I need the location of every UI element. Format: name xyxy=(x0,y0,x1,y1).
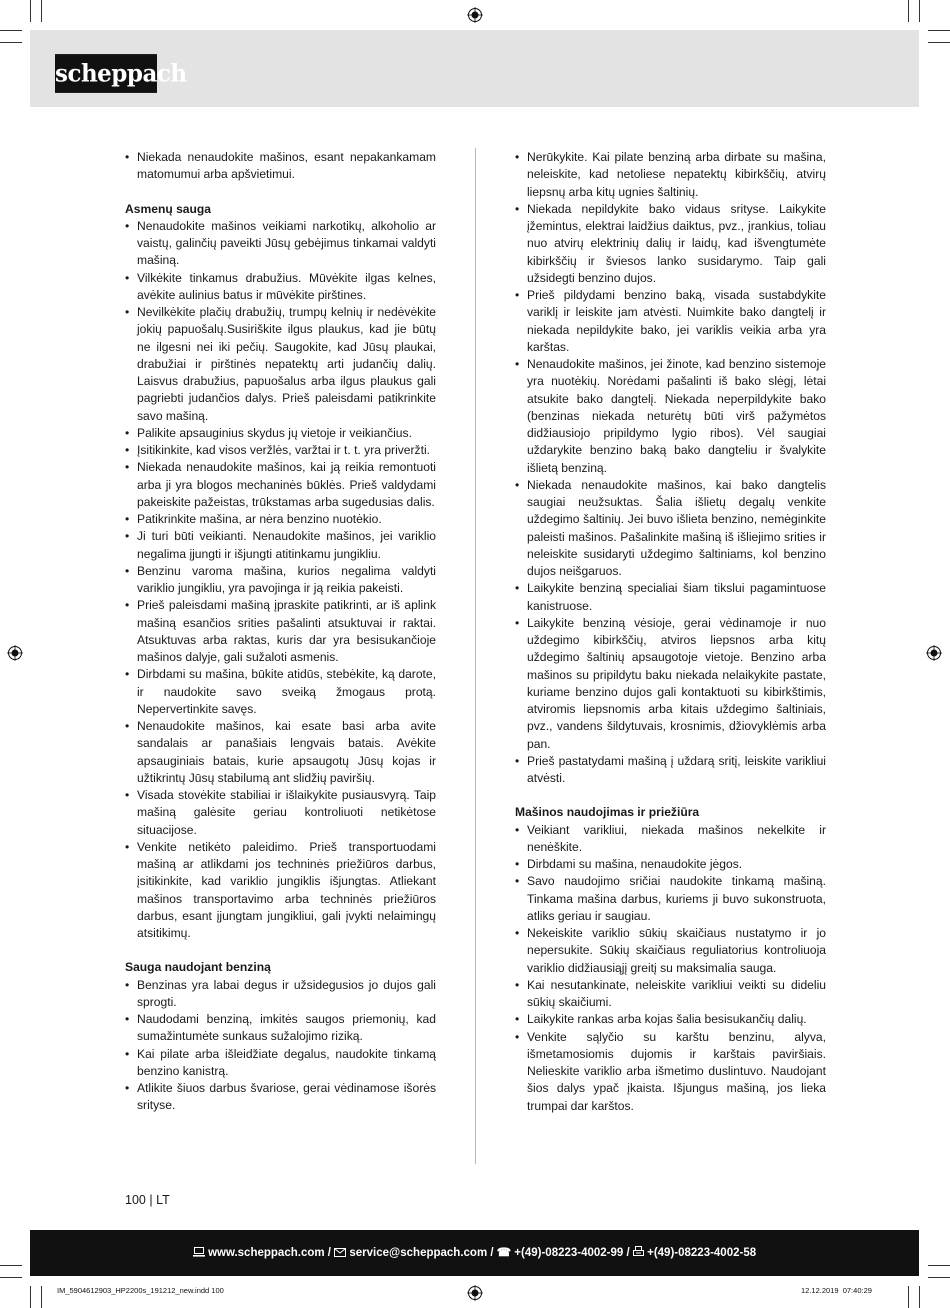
crop-mark xyxy=(928,30,950,31)
envelope-icon xyxy=(334,1248,346,1257)
list-item: • Nerūkykite. Kai pilate benziną arba dirbate su mašina, neleiskite, kad netoliese nepatektų kibirkščių, atvirų liepsnų arba kitų ugnies šaltinių. xyxy=(515,150,826,199)
list-item: • Dirbdami su mašina, būkite atidūs, stebėkite, ką darote, ir naudokite savo sveiką žmogaus protą. Nepervertinkite savęs. xyxy=(125,667,436,716)
column-divider xyxy=(475,148,476,1164)
crop-mark xyxy=(30,0,31,22)
list-item: • Laikykite benziną specialiai šiam tikslui pagamintuose kanistruose. xyxy=(515,581,826,613)
list-item: • Savo naudojimo sričiai naudokite tinkamą mašiną. Tinkama mašina darbus, kuriems ji buvo sukonstruota, atliks geriau ir saugiau. xyxy=(515,874,826,923)
list-item: • Niekada nenaudokite mašinos, kai ją reikia remontuoti arba ji yra blogos mechaninės būklės. Prieš valdydami pakeiskite pažeistas, trūkstamas arba sugedusias dalis. xyxy=(125,460,436,509)
footer-contact-bar: www.scheppach.com / service@scheppach.com / ☎ +(49)-08223-4002-99 / +(49)-08223-4002-58 xyxy=(30,1230,919,1276)
list-item: • Palikite apsauginius skydus jų vietoje ir veikiančius. xyxy=(125,425,412,440)
list-item: • Visada stovėkite stabiliai ir išlaikykite pusiausvyrą. Taip mašiną galėsite geriau kontroliuoti netikėtose situacijose. xyxy=(125,788,436,837)
fax-icon xyxy=(633,1246,644,1257)
crop-mark xyxy=(0,1265,22,1266)
list-item: • Prieš pildydami benzino baką, visada sustabdykite variklį ir leiskite jam atvėsti. Nuimkite bako dangtelį ir niekada nepildykite bako, jei variklis veikia arba yra karštas. xyxy=(515,288,826,354)
page-number: 100 | LT xyxy=(125,1193,170,1207)
registration-mark-icon xyxy=(467,7,483,23)
registration-mark-icon xyxy=(467,1285,483,1301)
crop-mark xyxy=(30,1286,31,1308)
list-item: • Patikrinkite mašina, ar nėra benzino nuotėkio. xyxy=(125,512,382,526)
list-item: • Dirbdami su mašina, nenaudokite jėgos. xyxy=(515,857,743,871)
list-item: • Kai pilate arba išleidžiate degalus, naudokite tinkamą benzino kanistrą. xyxy=(125,1046,436,1078)
list-item: • Laikykite benziną vėsioje, gerai vėdinamoje ir nuo uždegimo kibirkščių, atviros liepsnos arba kitų uždegimo šaltinių apsaugotoje vietoje. Benzino arba mašinos su pripildytu baku niekada nelaikykite pastate, kuriame benzino dujos gali kontaktuoti su kibirkštimis, atviromis liepsnomis arba kitais uždegimo šaltiniais, pvz., vandens šildytuvais, krosnimis, džiovyklėmis arba pan. xyxy=(515,615,826,751)
computer-icon xyxy=(193,1247,205,1257)
list-item: • Niekada nepildykite bako vidaus srityse. Laikykite įžemintus, elektrai laidžius daiktus, pvz., įrankius, toliau nuo atvirų elektrinių dalių ir laidų, kad išvengtumėte kibirkščių ir šviesos lanko susidarymo. Taip gali užsidegti benzino dujos. xyxy=(515,201,826,285)
crop-mark xyxy=(919,1286,920,1308)
section-heading: Asmenų sauga xyxy=(125,201,212,216)
crop-mark xyxy=(0,1277,22,1278)
list-item: • Kai nesutankinate, neleiskite varikliui veikti su dideliu sūkių skaičiumi. xyxy=(515,977,826,1009)
list-item: • Laikykite rankas arba kojas šalia besisukančių dalių. xyxy=(515,1012,807,1027)
list-item: • Niekada nenaudokite mašinos, kai bako dangtelis saugiai neužsuktas. Šalia išlietų degalų venkite uždegimo šaltinių. Jei buvo išlieta benzino, nemėginkite paleisti mašinos. Pašalinkite mašiną iš išliejimo srities ir neleiskite susidaryti uždegimo šaltiniams, kol benzino dujos neišgaruos. xyxy=(515,477,826,578)
left-column xyxy=(125,149,436,1115)
list-item: • Benzinas yra labai degus ir užsidegusios jo dujos gali sprogti. xyxy=(125,977,436,1009)
list-item: • Prieš paleisdami mašiną įpraskite patikrinti, ar iš aplink mašiną esančios srities pašalinti atsuktuvai ir raktai. Atsuktuvas arba raktas, kuris dar yra besisukančioje mašinos dalyje, gali sužaloti asmenis. xyxy=(125,598,436,664)
list-item: • Įsitikinkite, kad visos veržlės, varžtai ir t. t. yra priveržti. xyxy=(125,443,431,457)
list-item: • Ji turi būti veikianti. Nenaudokite mašinos, jei variklio negalima įjungti ir išjungti atitinkamu jungikliu. xyxy=(125,529,436,561)
crop-mark xyxy=(0,42,22,43)
section-heading: Sauga naudojant benziną xyxy=(125,960,271,975)
print-slug-datetime: 12.12.2019 07:40:29 xyxy=(801,1286,872,1295)
list-item: • Atlikite šiuos darbus švariose, gerai vėdinamose išorės srityse. xyxy=(125,1081,436,1113)
crop-mark xyxy=(919,0,920,22)
footer-website[interactable]: www.scheppach.com xyxy=(208,1247,325,1259)
crop-mark xyxy=(0,30,22,31)
crop-mark xyxy=(41,0,42,22)
right-column xyxy=(515,149,826,1115)
section-heading: Mašinos naudojimas ir priežiūra xyxy=(515,805,700,820)
list-item: • Prieš pastatydami mašiną į uždarą sritį, leiskite varikliui atvėsti. xyxy=(515,753,826,785)
crop-mark xyxy=(928,42,950,43)
list-item: • Naudodami benziną, imkitės saugos priemonių, kad sumažintumėte sunkaus sužalojimo riziką. xyxy=(125,1012,436,1044)
crop-mark xyxy=(928,1277,950,1278)
list-item: • Nenaudokite mašinos veikiami narkotikų, alkoholio ar vaistų, galinčių paveikti Jūsų gebėjimus tinkamai valdyti mašiną. xyxy=(125,218,436,268)
registration-mark-icon xyxy=(7,645,23,661)
list-item: • Nevilkėkite plačių drabužių, trumpų kelnių ir nedėvėkite jokių papuošalų.Susiriškite ilgus plaukus, kad jie būtų ne ilgesni nei iki pečių. Saugokite, kad Jūsų plaukai, drabužiai ir pirštinės nepatektų arti judančių dalių. Laisvus drabužius, papuošalus arba ilgus plaukus gali pagriebti judančios dalys. Prieš paleisdami patikrinkite savo mašiną. xyxy=(125,305,436,423)
list-item: • Venkite netikėto paleidimo. Prieš transportuodami mašiną ar atlikdami jos techninės priežiūros darbus, įsitikinkite, kad variklio jungiklis išjungtas. Atliekant mašinos transportavimo arba techninės priežiūros darbus, esant įjungtam jungikliui, gali įvykti nelaimingų atsitikimų. xyxy=(125,839,436,940)
footer-phone: +(49)-08223-4002-99 xyxy=(514,1247,624,1259)
registration-mark-icon xyxy=(926,645,942,661)
brand-logo: scheppach xyxy=(55,54,157,93)
list-item: • Vilkėkite tinkamus drabužius. Mūvėkite ilgas kelnes, avėkite aulinius batus ir mūvėkite pirštines. xyxy=(125,270,436,302)
list-item: • Nekeiskite variklio sūkių skaičiaus nustatymo ir jo nepersukite. Sūkių skaičiaus reguliatorius kontroliuoja variklio didžiausiąjį greitį su maksimalia sauga. xyxy=(515,926,826,975)
crop-mark xyxy=(928,1265,950,1266)
crop-mark xyxy=(41,1286,42,1308)
list-item: • Venkite sąlyčio su karštu benzinu, alyva, išmetamosiomis dujomis ir karštais paviršiais. Nelieskite variklio arba išmetimo duslintuvo. Naudojant šios dalys ypač įkaista. Išjungus mašiną, jos lieka trumpai dar karštos. xyxy=(515,1029,826,1113)
footer-email[interactable]: service@scheppach.com xyxy=(349,1247,488,1259)
telephone-icon: ☎ xyxy=(496,1247,512,1259)
crop-mark xyxy=(908,0,909,22)
list-item: • Niekada nenaudokite mašinos, esant nepakankamam matomumui arba apšvietimui. xyxy=(125,150,436,182)
print-slug-file: IM_5904612903_HP2200s_191212_new.indd 100 xyxy=(57,1286,224,1295)
crop-mark xyxy=(908,1286,909,1308)
list-item: • Veikiant varikliui, niekada mašinos nekelkite ir nenėškite. xyxy=(515,822,826,854)
list-item: • Nenaudokite mašinos, jei žinote, kad benzino sistemoje yra nuotėkių. Norėdami pašalinti iš bako slėgį, lėtai atsukite bako dangtelį. Niekada neperpildykite bako (benzinas niekada neturėtų būti virš pažymėtos didžiausiojo pripildymo lygio ribos). Vėl saugiai uždarykite benzino baką bako dangteliu ir švalykite išlietą benziną. xyxy=(515,357,826,475)
list-item: • Benzinu varoma mašina, kurios negalima valdyti variklio jungikliu, yra pavojinga ir ją reikia pakeisti. xyxy=(125,563,436,595)
footer-fax: +(49)-08223-4002-58 xyxy=(647,1247,757,1259)
list-item: • Nenaudokite mašinos, kai esate basi arba avite sandalais ar panašiais lengvais batais. Avėkite apsauginiais batais, kurie apsaugotų Jūsų kojas ir užtikrintų Jūsų stabilumą ant slidžių paviršių. xyxy=(125,719,436,785)
